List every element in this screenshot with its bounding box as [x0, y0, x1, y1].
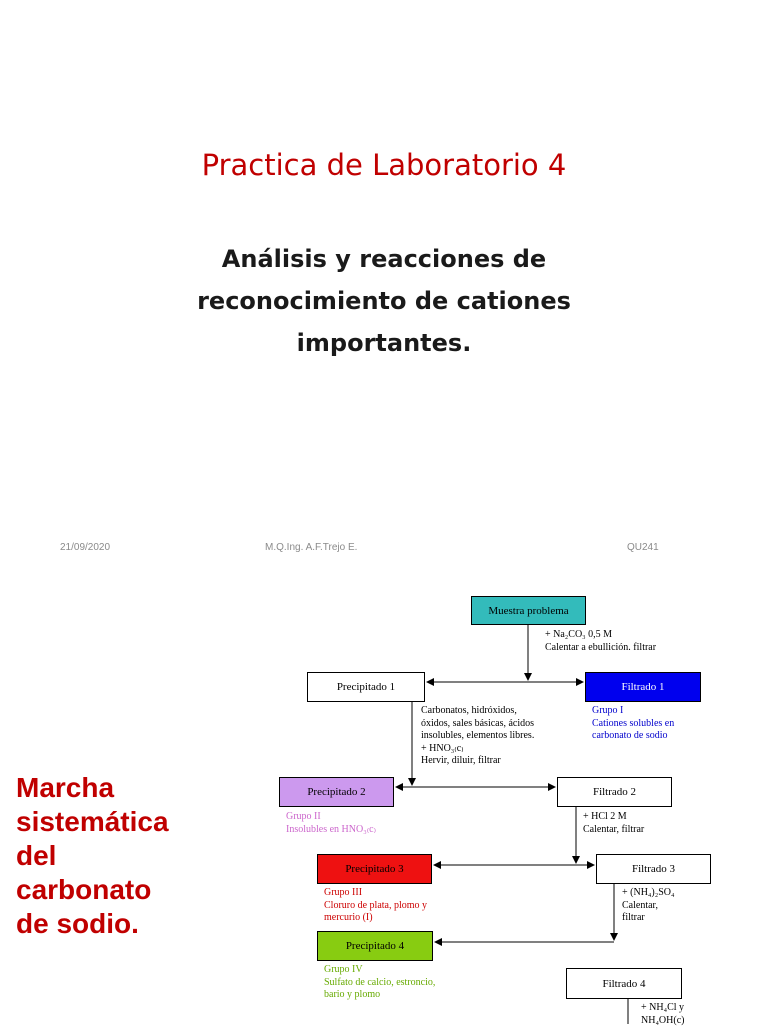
note-grupo-4: Grupo IV Sulfato de calcio, estroncio, bario y plomo — [324, 964, 436, 1000]
box-filtrado-3: Filtrado 3 — [596, 854, 711, 884]
box-precipitado-2: Precipitado 2 — [279, 777, 394, 807]
side-title-line: sistemática — [16, 806, 169, 837]
note-grupo-1: Grupo I Cationes solubles en carbonato de sodio — [592, 705, 675, 741]
box-muestra-problema: Muestra problema — [471, 596, 586, 625]
subtitle — [150, 238, 618, 364]
subtitle-line: Análisis y reacciones de — [221, 245, 547, 273]
box-precipitado-1: Precipitado 1 — [307, 672, 425, 702]
footer-code: QU241 — [627, 542, 659, 553]
side-title-line: Marcha — [16, 772, 115, 803]
note-step-3: + HCl 2 M Calentar, filtrar — [583, 811, 645, 835]
box-filtrado-1: Filtrado 1 — [585, 672, 701, 702]
note-step-5: + NH₄Cl y NH₄OH(c) — [641, 1002, 685, 1026]
note-grupo-3: Grupo III Cloruro de plata, plomo y mercurio (I) — [324, 887, 428, 923]
side-title-line: de sodio. — [16, 908, 139, 939]
note-step-4: + (NH₄)₂SO₄ Calentar, filtrar — [622, 887, 675, 923]
box-precipitado-3: Precipitado 3 — [317, 854, 432, 884]
subtitle-line: reconocimiento de cationes — [197, 287, 571, 315]
box-precipitado-4: Precipitado 4 — [317, 931, 433, 961]
subtitle-line: importantes. — [296, 329, 472, 357]
flowchart-slide — [0, 576, 768, 1024]
box-filtrado-2: Filtrado 2 — [557, 777, 672, 807]
box-filtrado-4: Filtrado 4 — [566, 968, 682, 999]
page-title: Practica de Laboratorio 4 — [201, 148, 567, 182]
side-title-line: del — [16, 840, 57, 871]
note-step-1: + Na₂CO₃ 0,5 M Calentar a ebullición. filtrar — [545, 629, 657, 653]
side-title-line: carbonato — [16, 874, 152, 905]
note-grupo-2: Grupo II Insolubles en HNO₃₍c₎ — [286, 811, 377, 835]
footer-date: 21/09/2020 — [60, 542, 111, 553]
footer-author: M.Q.Ing. A.F.Trejo E. — [265, 542, 358, 553]
side-title — [16, 771, 169, 941]
note-step-2: Carbonatos, hidróxidos, óxidos, sales básicas, ácidos insolubles, elementos libres. + HNO₃₍c₎ Hervir, diluir, filtrar — [421, 705, 535, 766]
